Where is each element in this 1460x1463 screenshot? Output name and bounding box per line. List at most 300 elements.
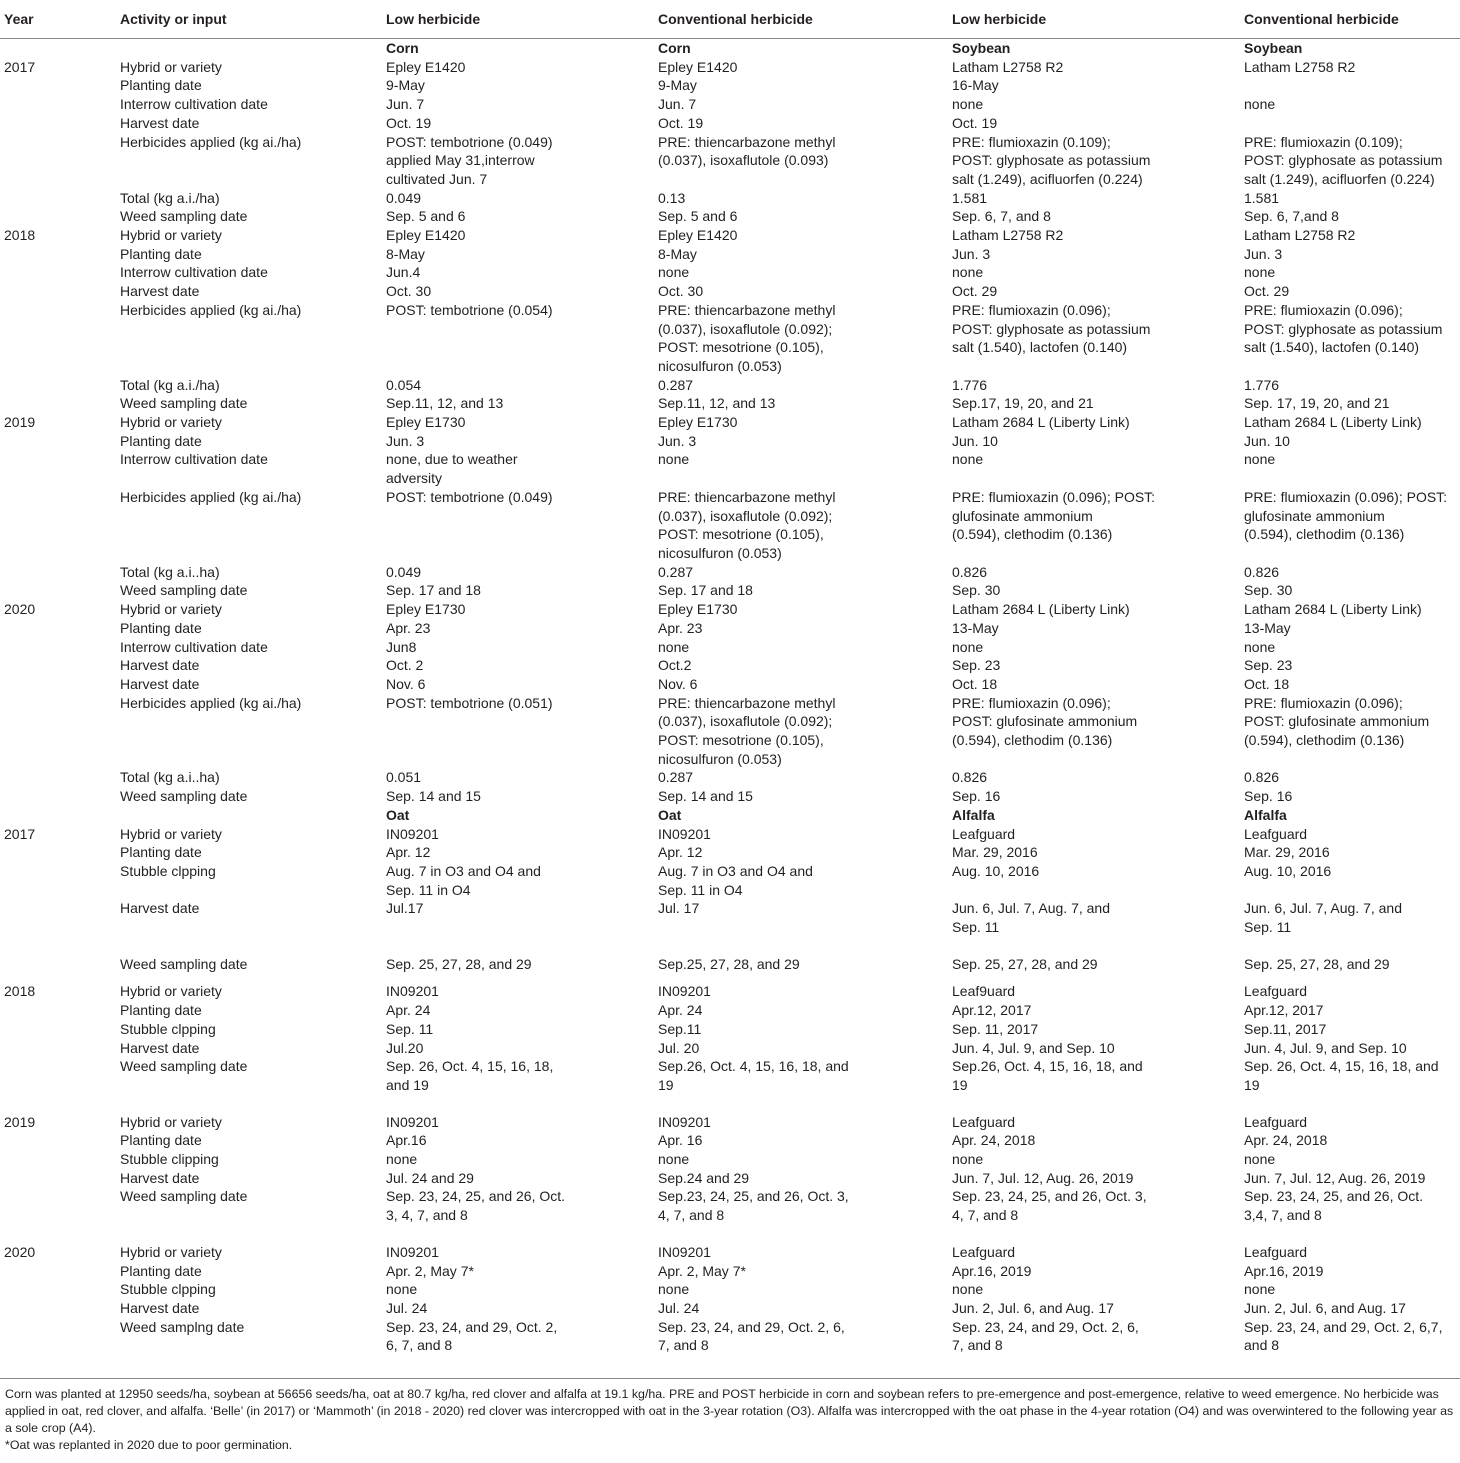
year-cell xyxy=(0,1225,116,1243)
soy-alfalfa-conventional-cell: Leafguard xyxy=(1244,983,1308,1000)
soy-alfalfa-conventional-cell xyxy=(1240,114,1460,133)
corn-oat-low-cell: POST: tembotrione (0.049) xyxy=(386,488,553,505)
corn-oat-low-cell: Oat xyxy=(386,806,410,823)
year-cell xyxy=(0,656,116,675)
table-row xyxy=(0,413,1460,432)
soy-alfalfa-conventional-cell: PRE: flumioxazin (0.096); POST: glyphosate as potassium salt (1.540), lactofen (0.140) xyxy=(1244,301,1443,356)
corn-oat-low-cell: POST: tembotrione (0.051) xyxy=(386,694,553,711)
corn-oat-conventional-cell: IN09201 xyxy=(658,983,711,1000)
soy-alfalfa-conventional-cell: Sep. 23 xyxy=(1244,657,1293,674)
corn-oat-low-cell: Jun8 xyxy=(386,638,417,655)
activity-cell: Interrow cultivation date xyxy=(120,264,268,281)
activity-cell: Total (kg a.i./ha) xyxy=(120,189,220,206)
soy-alfalfa-conventional-cell: PRE: flumioxazin (0.109); POST: glyphosate as potassium salt (1.249), acifluorfen (0.224) xyxy=(1244,133,1443,187)
table-row xyxy=(0,1280,1460,1299)
spacer-row xyxy=(0,1095,1460,1113)
soy-alfalfa-low-cell: PRE: flumioxazin (0.096); POST: glufosinate ammonium (0.594), clethodim (0.136) xyxy=(952,694,1138,749)
table-row xyxy=(0,189,1460,208)
soy-alfalfa-low-cell: Sep. 30 xyxy=(952,582,1001,599)
corn-oat-conventional-cell: Corn xyxy=(658,40,691,56)
soy-alfalfa-conventional-cell: none xyxy=(1244,264,1276,281)
year-cell xyxy=(0,937,116,955)
year-cell xyxy=(0,1001,116,1020)
soy-alfalfa-low-cell: Jun. 10 xyxy=(952,432,998,449)
year-cell: 2018 xyxy=(4,983,36,1000)
activity-cell: Hybrid or variety xyxy=(120,1243,222,1260)
table-row xyxy=(0,263,1460,282)
year-cell xyxy=(0,282,116,301)
corn-oat-low-cell: IN09201 xyxy=(386,825,439,842)
corn-oat-low-cell: none xyxy=(386,1151,418,1168)
soy-alfalfa-low-cell: Apr. 24, 2018 xyxy=(952,1132,1036,1149)
header-row xyxy=(0,0,1460,39)
soy-alfalfa-conventional-cell: 1.776 xyxy=(1244,376,1280,393)
corn-oat-conventional-cell: none xyxy=(658,1281,690,1298)
soy-alfalfa-conventional-cell: Jun. 7, Jul. 12, Aug. 26, 2019 xyxy=(1244,1169,1426,1186)
year-cell xyxy=(0,1169,116,1188)
table-row xyxy=(0,899,1460,936)
activity-cell: Stubble clipping xyxy=(120,1151,219,1168)
activity-cell: Weed sampling date xyxy=(120,955,248,972)
corn-oat-low-cell: 8-May xyxy=(386,245,425,262)
soy-alfalfa-low-cell: Latham 2684 L (Liberty Link) xyxy=(952,601,1130,618)
soy-alfalfa-low-cell: Leaf9uard xyxy=(952,983,1016,1000)
year-cell xyxy=(0,1131,116,1150)
year-cell xyxy=(0,263,116,282)
corn-oat-conventional-cell: PRE: thiencarbazone methyl (0.037), isoxaflutole (0.092); POST: mesotrione (0.105), nicosulfuron (0.053) xyxy=(658,301,836,374)
table-row xyxy=(0,58,1460,77)
header-soy-alfalfa-low: Low herbicide xyxy=(948,0,1240,39)
corn-oat-low-cell: Apr. 12 xyxy=(386,844,431,861)
table-row xyxy=(0,1020,1460,1039)
table-row xyxy=(0,638,1460,657)
soy-alfalfa-conventional-cell xyxy=(1240,973,1460,982)
corn-oat-low-cell: Sep. 11 xyxy=(386,1020,434,1037)
corn-oat-conventional-cell: Aug. 7 in O3 and O4 and Sep. 11 in O4 xyxy=(658,862,813,898)
soy-alfalfa-low-cell: Leafguard xyxy=(952,1113,1016,1130)
corn-oat-low-cell: POST: tembotrione (0.054) xyxy=(386,301,553,318)
crop-heading-row xyxy=(0,806,1460,825)
soy-alfalfa-low-cell: PRE: flumioxazin (0.096); POST: glyphosate as potassium salt (1.540), lactofen (0.140) xyxy=(952,301,1151,356)
table-row xyxy=(0,95,1460,114)
activity-cell: Interrow cultivation date xyxy=(120,96,268,113)
table-row xyxy=(0,76,1460,95)
activity-cell: Hybrid or variety xyxy=(120,414,222,431)
soy-alfalfa-conventional-cell: Apr. 24, 2018 xyxy=(1244,1132,1328,1149)
activity-cell: Harvest date xyxy=(120,675,200,692)
corn-oat-low-cell: Corn xyxy=(386,40,419,56)
soy-alfalfa-conventional-cell xyxy=(1240,76,1460,95)
corn-oat-conventional-cell: PRE: thiencarbazone methyl (0.037), isoxaflutole (0.093) xyxy=(658,133,836,169)
table-footnote: Corn was planted at 12950 seeds/ha, soybean at 56656 seeds/ha, oat at 80.7 kg/ha, red clover and alfalfa at 19.1 kg/ha. PRE and POST herbicide in corn and soybean refers to pre-emergence and post-emergence, relative to weed emergence. No herbicide was applied in oat, red clover, and alfalfa. ‘Belle’ (in 2017) or ‘Mammoth’ (in 2018 - 2020) red clover was intercropped with oat in the 3-year rotation (O3). Alfalfa was intercropped with the oat phase in the 4-year rotation (O4) and was overwintered to the following year as a sole crop (A4). xyxy=(5,1387,1454,1435)
year-cell xyxy=(0,76,116,95)
soy-alfalfa-low-cell: Sep. 23, 24, and 29, Oct. 2, 6, 7, and 8 xyxy=(952,1318,1139,1354)
soy-alfalfa-conventional-cell xyxy=(1240,1095,1460,1113)
year-cell xyxy=(0,694,116,769)
soy-alfalfa-conventional-cell: none xyxy=(1244,451,1276,468)
activity-cell: Stubble clpping xyxy=(120,862,216,879)
soy-alfalfa-conventional-cell: Leafguard xyxy=(1244,1243,1308,1260)
activity-cell: Hybrid or variety xyxy=(120,1113,222,1130)
corn-oat-conventional-cell: Jun. 7 xyxy=(658,96,697,113)
activity-cell: Hybrid or variety xyxy=(120,983,222,1000)
corn-oat-conventional-cell: 0.13 xyxy=(658,189,686,206)
year-cell xyxy=(0,1299,116,1318)
year-cell xyxy=(0,955,116,974)
corn-oat-low-cell: Jul.17 xyxy=(386,900,424,917)
corn-oat-conventional-cell: none xyxy=(658,638,690,655)
soy-alfalfa-conventional-cell: Jun. 4, Jul. 9, and Sep. 10 xyxy=(1244,1039,1407,1056)
table-row xyxy=(0,1262,1460,1281)
year-cell xyxy=(0,1039,116,1058)
corn-oat-low-cell: 0.051 xyxy=(386,769,422,786)
table-row xyxy=(0,1150,1460,1169)
activity-cell: Herbicides applied (kg ai./ha) xyxy=(120,694,302,711)
corn-oat-conventional-cell: Epley E1420 xyxy=(658,227,738,244)
soy-alfalfa-conventional-cell: Aug. 10, 2016 xyxy=(1244,862,1332,879)
soy-alfalfa-low-cell: 1.581 xyxy=(952,189,988,206)
activity-cell xyxy=(116,1095,382,1113)
corn-oat-conventional-cell: Sep. 23, 24, and 29, Oct. 2, 6, 7, and 8 xyxy=(658,1318,845,1354)
activity-cell: Planting date xyxy=(120,844,202,861)
year-cell xyxy=(0,1057,116,1094)
table-body xyxy=(0,39,1460,1356)
soy-alfalfa-low-cell: Oct. 19 xyxy=(952,114,998,131)
table-row xyxy=(0,450,1460,487)
year-cell xyxy=(0,301,116,376)
corn-oat-low-cell: Sep. 5 and 6 xyxy=(386,208,466,225)
year-cell xyxy=(0,638,116,657)
year-cell xyxy=(0,1150,116,1169)
corn-oat-conventional-cell: 0.287 xyxy=(658,563,694,580)
soy-alfalfa-low-cell: Oct. 18 xyxy=(952,675,998,692)
activity-cell: Weed sampling date xyxy=(120,788,248,805)
soy-alfalfa-low-cell: Sep. 25, 27, 28, and 29 xyxy=(952,955,1098,972)
activity-cell xyxy=(116,39,382,58)
soy-alfalfa-low-cell: Apr.12, 2017 xyxy=(952,1002,1032,1019)
activity-cell: Harvest date xyxy=(120,657,200,674)
table-row xyxy=(0,376,1460,395)
soy-alfalfa-conventional-cell: Sep. 6, 7,and 8 xyxy=(1244,208,1339,225)
soy-alfalfa-low-cell: none xyxy=(952,451,984,468)
activity-cell: Interrow cultivation date xyxy=(120,451,268,468)
table-row xyxy=(0,1187,1460,1224)
corn-oat-conventional-cell: 0.287 xyxy=(658,376,694,393)
year-cell xyxy=(0,843,116,862)
spacer-row xyxy=(0,973,1460,982)
activity-cell: Total (kg a.i./ha) xyxy=(120,376,220,393)
soy-alfalfa-low-cell: none xyxy=(952,1151,984,1168)
soy-alfalfa-conventional-cell: Oct. 18 xyxy=(1244,675,1290,692)
table-row xyxy=(0,694,1460,769)
corn-oat-low-cell: Epley E1730 xyxy=(386,414,466,431)
year-cell xyxy=(0,973,116,982)
activity-cell xyxy=(116,806,382,825)
corn-oat-conventional-cell: Sep.11, 12, and 13 xyxy=(658,395,776,412)
corn-oat-conventional-cell: Apr. 24 xyxy=(658,1002,703,1019)
activity-cell: Weed sampling date xyxy=(120,1058,248,1075)
corn-oat-conventional-cell: Apr. 16 xyxy=(658,1132,703,1149)
corn-oat-low-cell: POST: tembotrione (0.049) applied May 31,interrow cultivated Jun. 7 xyxy=(386,133,553,187)
soy-alfalfa-conventional-cell: Jun. 2, Jul. 6, and Aug. 17 xyxy=(1244,1300,1406,1316)
table-row xyxy=(0,768,1460,787)
corn-oat-low-cell: none, due to weather adversity xyxy=(386,451,518,487)
table-row xyxy=(0,982,1460,1001)
corn-oat-low-cell: Epley E1730 xyxy=(386,601,466,618)
activity-cell: Hybrid or variety xyxy=(120,601,222,618)
soy-alfalfa-conventional-cell: Jun. 6, Jul. 7, Aug. 7, and Sep. 11 xyxy=(1244,900,1402,936)
table-row xyxy=(0,656,1460,675)
table-row xyxy=(0,226,1460,245)
table-row xyxy=(0,581,1460,600)
table-row xyxy=(0,563,1460,582)
table-row xyxy=(0,133,1460,189)
corn-oat-low-cell: Apr. 23 xyxy=(386,619,431,636)
table-row xyxy=(0,432,1460,451)
year-cell xyxy=(0,189,116,208)
table-row xyxy=(0,282,1460,301)
soy-alfalfa-low-cell: 13-May xyxy=(952,619,999,636)
soy-alfalfa-conventional-cell: Leafguard xyxy=(1244,825,1308,842)
table-row xyxy=(0,675,1460,694)
table-row xyxy=(0,1039,1460,1058)
activity-cell: Hybrid or variety xyxy=(120,58,222,75)
soy-alfalfa-low-cell xyxy=(948,973,1240,982)
year-cell xyxy=(0,806,116,825)
corn-oat-low-cell: Sep. 17 and 18 xyxy=(386,582,481,599)
corn-oat-low-cell xyxy=(382,973,654,982)
year-cell xyxy=(0,1262,116,1281)
year-cell xyxy=(0,1020,116,1039)
year-cell xyxy=(0,114,116,133)
table-row xyxy=(0,394,1460,413)
activity-cell: Harvest date xyxy=(120,1039,200,1056)
table-row xyxy=(0,207,1460,226)
soy-alfalfa-low-cell: none xyxy=(952,264,984,281)
corn-oat-conventional-cell: none xyxy=(658,264,690,281)
corn-oat-low-cell: Jul. 24 xyxy=(386,1300,428,1316)
soy-alfalfa-conventional-cell xyxy=(1240,937,1460,955)
corn-oat-low-cell: 0.049 xyxy=(386,563,422,580)
corn-oat-conventional-cell: Oct. 19 xyxy=(658,114,704,131)
activity-cell: Herbicides applied (kg ai./ha) xyxy=(120,301,302,318)
activity-cell: Planting date xyxy=(120,1262,202,1279)
corn-oat-low-cell: Jun. 7 xyxy=(386,96,425,113)
corn-oat-low-cell: 0.049 xyxy=(386,189,422,206)
soy-alfalfa-low-cell: 0.826 xyxy=(952,563,988,580)
soy-alfalfa-conventional-cell: Oct. 29 xyxy=(1244,283,1290,300)
spacer-row xyxy=(0,1225,1460,1243)
corn-oat-conventional-cell: 9-May xyxy=(658,77,697,94)
table-bottom-rule xyxy=(0,1378,1460,1379)
corn-oat-conventional-cell xyxy=(654,973,948,982)
year-cell: 2020 xyxy=(4,601,36,618)
soy-alfalfa-conventional-cell: 0.826 xyxy=(1244,769,1280,786)
corn-oat-conventional-cell: IN09201 xyxy=(658,1113,711,1130)
soy-alfalfa-conventional-cell: Jun. 10 xyxy=(1244,432,1290,449)
year-cell xyxy=(0,245,116,264)
activity-cell: Weed sampling date xyxy=(120,1188,248,1205)
header-activity: Activity or input xyxy=(116,0,382,39)
corn-oat-conventional-cell: Jun. 3 xyxy=(658,432,697,449)
soy-alfalfa-conventional-cell: Jun. 3 xyxy=(1244,245,1283,262)
corn-oat-low-cell: Jun.4 xyxy=(386,264,421,281)
spacer-row xyxy=(0,937,1460,955)
corn-oat-conventional-cell: none xyxy=(658,1151,690,1168)
table-row xyxy=(0,600,1460,619)
soy-alfalfa-low-cell xyxy=(948,937,1240,955)
soy-alfalfa-conventional-cell: Sep. 16 xyxy=(1244,788,1293,805)
soy-alfalfa-low-cell: Latham L2758 R2 xyxy=(952,58,1064,75)
soy-alfalfa-low-cell: 16-May xyxy=(952,77,999,94)
year-cell xyxy=(0,1280,116,1299)
soy-alfalfa-low-cell: Sep. 6, 7, and 8 xyxy=(952,208,1051,225)
crop-heading-row xyxy=(0,39,1460,58)
table-row xyxy=(0,114,1460,133)
soy-alfalfa-low-cell: Mar. 29, 2016 xyxy=(952,844,1038,861)
activity-cell: Hybrid or variety xyxy=(120,227,222,244)
activity-cell: Planting date xyxy=(120,77,202,94)
table-row xyxy=(0,1169,1460,1188)
corn-oat-conventional-cell: Sep.11 xyxy=(658,1020,702,1037)
table-row xyxy=(0,1113,1460,1132)
soy-alfalfa-conventional-cell: Sep. 26, Oct. 4, 15, 16, 18, and 19 xyxy=(1244,1058,1439,1093)
year-cell xyxy=(0,899,116,936)
corn-oat-conventional-cell xyxy=(654,937,948,955)
corn-oat-low-cell: Sep. 23, 24, and 29, Oct. 2, 6, 7, and 8 xyxy=(386,1318,558,1354)
corn-oat-low-cell xyxy=(382,1095,654,1113)
corn-oat-conventional-cell: Apr. 12 xyxy=(658,844,703,861)
corn-oat-conventional-cell: Jul. 24 xyxy=(658,1300,700,1316)
corn-oat-low-cell: Apr.16 xyxy=(386,1132,427,1149)
corn-oat-low-cell: Nov. 6 xyxy=(386,675,426,692)
activity-cell xyxy=(116,937,382,955)
soy-alfalfa-low-cell: Jun. 3 xyxy=(952,245,991,262)
soy-alfalfa-low-cell: Oct. 29 xyxy=(952,283,998,300)
corn-oat-low-cell: none xyxy=(386,1281,418,1298)
year-cell: 2018 xyxy=(4,227,36,244)
soy-alfalfa-conventional-cell: Soybean xyxy=(1244,40,1303,56)
activity-cell: Herbicides applied (kg ai./ha) xyxy=(120,133,302,150)
corn-oat-low-cell: Aug. 7 in O3 and O4 and Sep. 11 in O4 xyxy=(386,862,541,898)
corn-oat-conventional-cell: PRE: thiencarbazone methyl (0.037), isoxaflutole (0.092); POST: mesotrione (0.105), nicosulfuron (0.053) xyxy=(658,488,836,561)
soy-alfalfa-low-cell xyxy=(948,1095,1240,1113)
soy-alfalfa-conventional-cell: Sep. 17, 19, 20, and 21 xyxy=(1244,395,1390,412)
soy-alfalfa-low-cell: Jun. 2, Jul. 6, and Aug. 17 xyxy=(952,1300,1114,1316)
corn-oat-low-cell: Sep. 25, 27, 28, and 29 xyxy=(386,955,532,972)
soy-alfalfa-conventional-cell: 1.581 xyxy=(1244,189,1280,206)
soy-alfalfa-low-cell: Sep.17, 19, 20, and 21 xyxy=(952,395,1094,412)
activity-cell xyxy=(116,1225,382,1243)
soy-alfalfa-low-cell xyxy=(948,1225,1240,1243)
corn-oat-conventional-cell: Epley E1730 xyxy=(658,414,738,431)
soy-alfalfa-low-cell: Soybean xyxy=(952,40,1011,56)
year-cell xyxy=(0,39,116,58)
soy-alfalfa-low-cell: none xyxy=(952,1281,984,1298)
soy-alfalfa-low-cell: Alfalfa xyxy=(952,806,995,823)
soy-alfalfa-conventional-cell: Sep. 30 xyxy=(1244,582,1293,599)
year-cell xyxy=(0,488,116,563)
soy-alfalfa-low-cell: Jun. 7, Jul. 12, Aug. 26, 2019 xyxy=(952,1169,1134,1186)
table-row xyxy=(0,1318,1460,1355)
corn-oat-low-cell xyxy=(382,1225,654,1243)
corn-oat-low-cell: 0.054 xyxy=(386,376,422,393)
table-footnote-asterisk: *Oat was replanted in 2020 due to poor germination. xyxy=(5,1438,293,1452)
corn-oat-low-cell: Sep. 26, Oct. 4, 15, 16, 18, and 19 xyxy=(386,1058,554,1093)
activity-cell: Planting date xyxy=(120,1132,202,1149)
table-row xyxy=(0,1131,1460,1150)
corn-oat-low-cell: Epley E1420 xyxy=(386,58,466,75)
corn-oat-conventional-cell: Epley E1420 xyxy=(658,58,738,75)
corn-oat-conventional-cell: IN09201 xyxy=(658,825,711,842)
soy-alfalfa-low-cell: none xyxy=(952,96,984,113)
activity-cell: Weed sampling date xyxy=(120,582,248,599)
corn-oat-conventional-cell: none xyxy=(658,451,690,468)
soy-alfalfa-low-cell: Jun. 4, Jul. 9, and Sep. 10 xyxy=(952,1039,1115,1056)
corn-oat-low-cell: Oct. 19 xyxy=(386,114,432,131)
corn-oat-low-cell: 9-May xyxy=(386,77,425,94)
corn-oat-conventional-cell: Oat xyxy=(658,806,682,823)
corn-oat-low-cell: Sep. 14 and 15 xyxy=(386,788,481,805)
table-row xyxy=(0,955,1460,974)
activity-cell: Planting date xyxy=(120,619,202,636)
soy-alfalfa-conventional-cell: none xyxy=(1244,96,1276,113)
soy-alfalfa-conventional-cell: Sep. 23, 24, and 29, Oct. 2, 6,7, and 8 xyxy=(1244,1318,1443,1354)
activity-cell: Stubble clpping xyxy=(120,1020,216,1037)
corn-oat-low-cell: Apr. 24 xyxy=(386,1002,431,1019)
soy-alfalfa-low-cell: 1.776 xyxy=(952,376,988,393)
year-cell xyxy=(0,675,116,694)
year-cell: 2020 xyxy=(4,1243,36,1260)
activity-cell: Planting date xyxy=(120,1002,202,1019)
activity-cell: Interrow cultivation date xyxy=(120,638,268,655)
soy-alfalfa-low-cell: Latham L2758 R2 xyxy=(952,227,1064,244)
year-cell xyxy=(0,394,116,413)
corn-oat-low-cell: Epley E1420 xyxy=(386,227,466,244)
activity-cell: Planting date xyxy=(120,245,202,262)
soy-alfalfa-conventional-cell: Latham 2684 L (Liberty Link) xyxy=(1244,601,1422,618)
soy-alfalfa-conventional-cell: Apr.16, 2019 xyxy=(1244,1262,1324,1279)
corn-oat-conventional-cell: Sep. 5 and 6 xyxy=(658,208,738,225)
soy-alfalfa-low-cell: PRE: flumioxazin (0.109); POST: glyphosate as potassium salt (1.249), acifluorfen (0.224) xyxy=(952,133,1151,187)
corn-oat-conventional-cell: Sep.24 and 29 xyxy=(658,1169,750,1186)
corn-oat-conventional-cell: Sep. 14 and 15 xyxy=(658,788,753,805)
year-cell xyxy=(0,768,116,787)
year-cell xyxy=(0,1187,116,1224)
header-corn-oat-conventional: Conventional herbicide xyxy=(654,0,948,39)
activity-cell: Harvest date xyxy=(120,900,200,917)
corn-oat-conventional-cell: Oct.2 xyxy=(658,657,692,674)
soy-alfalfa-conventional-cell: Alfalfa xyxy=(1244,806,1287,823)
soy-alfalfa-conventional-cell: Leafguard xyxy=(1244,1113,1308,1130)
table-row xyxy=(0,245,1460,264)
year-cell xyxy=(0,563,116,582)
activity-cell: Hybrid or variety xyxy=(120,825,222,842)
soy-alfalfa-low-cell: 0.826 xyxy=(952,769,988,786)
corn-oat-conventional-cell: Sep.23, 24, 25, and 26, Oct. 3, 4, 7, and 8 xyxy=(658,1188,849,1224)
soy-alfalfa-conventional-cell: none xyxy=(1244,638,1276,655)
soy-alfalfa-low-cell: Leafguard xyxy=(952,825,1016,842)
corn-oat-conventional-cell: IN09201 xyxy=(658,1243,711,1260)
activity-cell: Weed samplng date xyxy=(120,1318,245,1335)
soy-alfalfa-conventional-cell: Sep. 23, 24, 25, and 26, Oct. 3,4, 7, and 8 xyxy=(1244,1188,1424,1224)
corn-oat-conventional-cell: 0.287 xyxy=(658,769,694,786)
year-cell: 2019 xyxy=(4,414,36,431)
activity-cell: Weed sampling date xyxy=(120,208,248,225)
corn-oat-conventional-cell: Apr. 23 xyxy=(658,619,703,636)
year-cell: 2019 xyxy=(4,1113,36,1130)
corn-oat-low-cell: Jul.20 xyxy=(386,1039,424,1056)
